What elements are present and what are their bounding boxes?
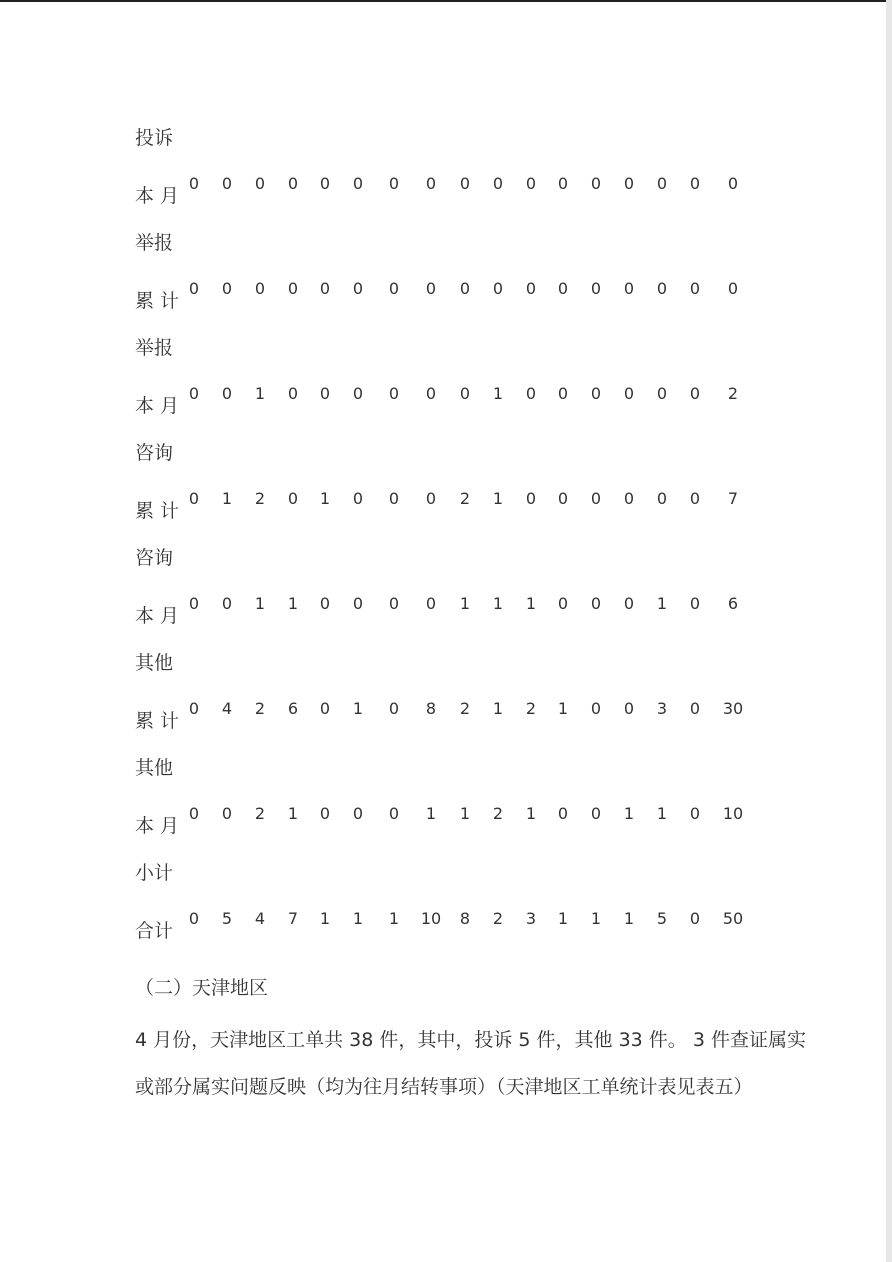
- row-category-label: 投诉: [135, 127, 174, 149]
- table-cell: 0: [388, 489, 400, 508]
- table-cell: 0: [557, 594, 569, 613]
- table-cell: 0: [656, 489, 668, 508]
- table-cell: 0: [525, 279, 537, 298]
- table-cell: 0: [352, 279, 364, 298]
- table-cell: 0: [388, 279, 400, 298]
- table-cell: 2: [254, 699, 266, 718]
- table-cell: 0: [188, 699, 200, 718]
- table-cell: 1: [492, 594, 504, 613]
- table-cell: 1: [352, 909, 364, 928]
- table-cell: 0: [425, 489, 437, 508]
- table-cell: 0: [425, 594, 437, 613]
- table-cell: 5: [656, 909, 668, 928]
- page-top-rule: [0, 0, 892, 2]
- table-cell: 0: [557, 489, 569, 508]
- table-cell: 0: [590, 489, 602, 508]
- table-cell: 1: [492, 489, 504, 508]
- table-cell: 8: [459, 909, 471, 928]
- table-cell: 0: [689, 384, 701, 403]
- table-cell: 1: [459, 594, 471, 613]
- table-cell: 0: [590, 279, 602, 298]
- table-cell: 0: [221, 384, 233, 403]
- table-cell: 0: [188, 279, 200, 298]
- section-paragraph-line-2: 或部分属实问题反映（均为往月结转事项）（天津地区工单统计表见表五）: [135, 1076, 753, 1098]
- table-cell: 0: [352, 174, 364, 193]
- table-cell: 0: [656, 384, 668, 403]
- row-category-label: 举报: [135, 232, 174, 254]
- table-cell: 1: [656, 594, 668, 613]
- table-cell: 0: [425, 384, 437, 403]
- table-cell: 2: [525, 699, 537, 718]
- table-cell: 1: [590, 909, 602, 928]
- table-cell: 7: [287, 909, 299, 928]
- table-cell: 0: [319, 384, 331, 403]
- table-cell: 2: [492, 909, 504, 928]
- table-cell: 30: [722, 699, 744, 718]
- row-category-label: 咨询: [135, 547, 174, 569]
- table-cell: 0: [623, 594, 635, 613]
- row-period-label: 本 月: [135, 815, 180, 837]
- table-cell: 2: [254, 804, 266, 823]
- row-period-label: 本 月: [135, 185, 180, 207]
- table-cell: 50: [722, 909, 744, 928]
- table-cell: 5: [221, 909, 233, 928]
- table-cell: 1: [557, 699, 569, 718]
- table-cell: 0: [352, 384, 364, 403]
- table-cell: 1: [623, 909, 635, 928]
- table-cell: 3: [525, 909, 537, 928]
- table-cell: 2: [459, 489, 471, 508]
- row-period-label: 本 月: [135, 605, 180, 627]
- table-cell: 1: [425, 804, 437, 823]
- table-cell: 0: [656, 174, 668, 193]
- table-cell: 0: [388, 384, 400, 403]
- table-cell: 0: [459, 279, 471, 298]
- table-cell: 0: [525, 174, 537, 193]
- table-cell: 0: [221, 804, 233, 823]
- table-cell: 1: [492, 699, 504, 718]
- table-cell: 0: [221, 174, 233, 193]
- table-cell: 0: [727, 174, 739, 193]
- table-cell: 0: [590, 594, 602, 613]
- table-cell: 0: [221, 279, 233, 298]
- table-cell: 3: [656, 699, 668, 718]
- table-cell: 1: [319, 489, 331, 508]
- table-cell: 0: [623, 279, 635, 298]
- table-cell: 0: [425, 279, 437, 298]
- table-cell: 0: [590, 804, 602, 823]
- table-cell: 1: [319, 909, 331, 928]
- table-cell: 0: [492, 174, 504, 193]
- table-cell: 1: [254, 594, 266, 613]
- table-cell: 0: [287, 174, 299, 193]
- table-cell: 0: [459, 174, 471, 193]
- table-cell: 10: [420, 909, 442, 928]
- table-cell: 1: [287, 804, 299, 823]
- table-cell: 2: [254, 489, 266, 508]
- table-cell: 0: [425, 174, 437, 193]
- table-cell: 0: [689, 594, 701, 613]
- table-cell: 1: [623, 804, 635, 823]
- table-cell: 1: [525, 594, 537, 613]
- table-cell: 0: [492, 279, 504, 298]
- table-cell: 0: [287, 384, 299, 403]
- table-cell: 0: [188, 804, 200, 823]
- row-period-label: 合计: [135, 920, 174, 942]
- table-cell: 0: [689, 279, 701, 298]
- table-cell: 4: [221, 699, 233, 718]
- row-category-label: 其他: [135, 757, 174, 779]
- table-cell: 1: [656, 804, 668, 823]
- table-cell: 6: [287, 699, 299, 718]
- table-cell: 0: [254, 174, 266, 193]
- table-cell: 2: [459, 699, 471, 718]
- table-cell: 0: [656, 279, 668, 298]
- table-cell: 1: [221, 489, 233, 508]
- row-period-label: 累 计: [135, 710, 180, 732]
- row-period-label: 累 计: [135, 500, 180, 522]
- table-cell: 0: [590, 384, 602, 403]
- table-cell: 0: [590, 699, 602, 718]
- table-cell: 0: [352, 804, 364, 823]
- table-cell: 0: [689, 909, 701, 928]
- table-cell: 0: [689, 804, 701, 823]
- table-cell: 0: [319, 804, 331, 823]
- table-cell: 0: [689, 699, 701, 718]
- table-cell: 0: [557, 279, 569, 298]
- table-cell: 0: [352, 594, 364, 613]
- table-cell: 0: [188, 174, 200, 193]
- table-cell: 1: [352, 699, 364, 718]
- table-cell: 0: [525, 384, 537, 403]
- table-cell: 1: [388, 909, 400, 928]
- row-category-label: 小计: [135, 862, 174, 884]
- table-cell: 4: [254, 909, 266, 928]
- table-cell: 0: [188, 489, 200, 508]
- table-cell: 0: [459, 384, 471, 403]
- row-period-label: 累 计: [135, 290, 180, 312]
- table-cell: 7: [727, 489, 739, 508]
- table-cell: 0: [689, 489, 701, 508]
- table-cell: 0: [319, 699, 331, 718]
- table-cell: 1: [254, 384, 266, 403]
- table-cell: 0: [689, 174, 701, 193]
- row-category-label: 举报: [135, 337, 174, 359]
- table-cell: 0: [388, 699, 400, 718]
- section-paragraph-line-1: 4 月份，天津地区工单共 38 件，其中，投诉 5 件，其他 33 件。 3 件查证属实: [135, 1029, 806, 1051]
- table-cell: 0: [287, 279, 299, 298]
- row-period-label: 本 月: [135, 395, 180, 417]
- table-cell: 0: [623, 174, 635, 193]
- table-cell: 0: [388, 804, 400, 823]
- table-cell: 0: [319, 279, 331, 298]
- table-cell: 0: [623, 489, 635, 508]
- table-cell: 0: [221, 594, 233, 613]
- table-cell: 1: [557, 909, 569, 928]
- table-cell: 0: [623, 699, 635, 718]
- table-cell: 0: [352, 489, 364, 508]
- table-cell: 0: [590, 174, 602, 193]
- table-cell: 0: [287, 489, 299, 508]
- table-cell: 2: [492, 804, 504, 823]
- table-cell: 0: [557, 804, 569, 823]
- table-cell: 0: [388, 594, 400, 613]
- table-cell: 0: [188, 384, 200, 403]
- table-cell: 0: [727, 279, 739, 298]
- table-cell: 0: [557, 384, 569, 403]
- table-cell: 10: [722, 804, 744, 823]
- table-cell: 0: [254, 279, 266, 298]
- table-cell: 1: [287, 594, 299, 613]
- table-cell: 1: [492, 384, 504, 403]
- table-cell: 0: [388, 174, 400, 193]
- table-cell: 0: [319, 594, 331, 613]
- table-cell: 1: [525, 804, 537, 823]
- table-cell: 0: [557, 174, 569, 193]
- section-heading: （二）天津地区: [135, 977, 269, 999]
- table-cell: 8: [425, 699, 437, 718]
- table-cell: 0: [319, 174, 331, 193]
- table-cell: 2: [727, 384, 739, 403]
- table-cell: 0: [188, 909, 200, 928]
- table-cell: 0: [525, 489, 537, 508]
- row-category-label: 咨询: [135, 442, 174, 464]
- table-cell: 0: [623, 384, 635, 403]
- row-category-label: 其他: [135, 652, 174, 674]
- table-cell: 6: [727, 594, 739, 613]
- page-right-edge: [886, 0, 892, 1262]
- table-cell: 1: [459, 804, 471, 823]
- table-cell: 0: [188, 594, 200, 613]
